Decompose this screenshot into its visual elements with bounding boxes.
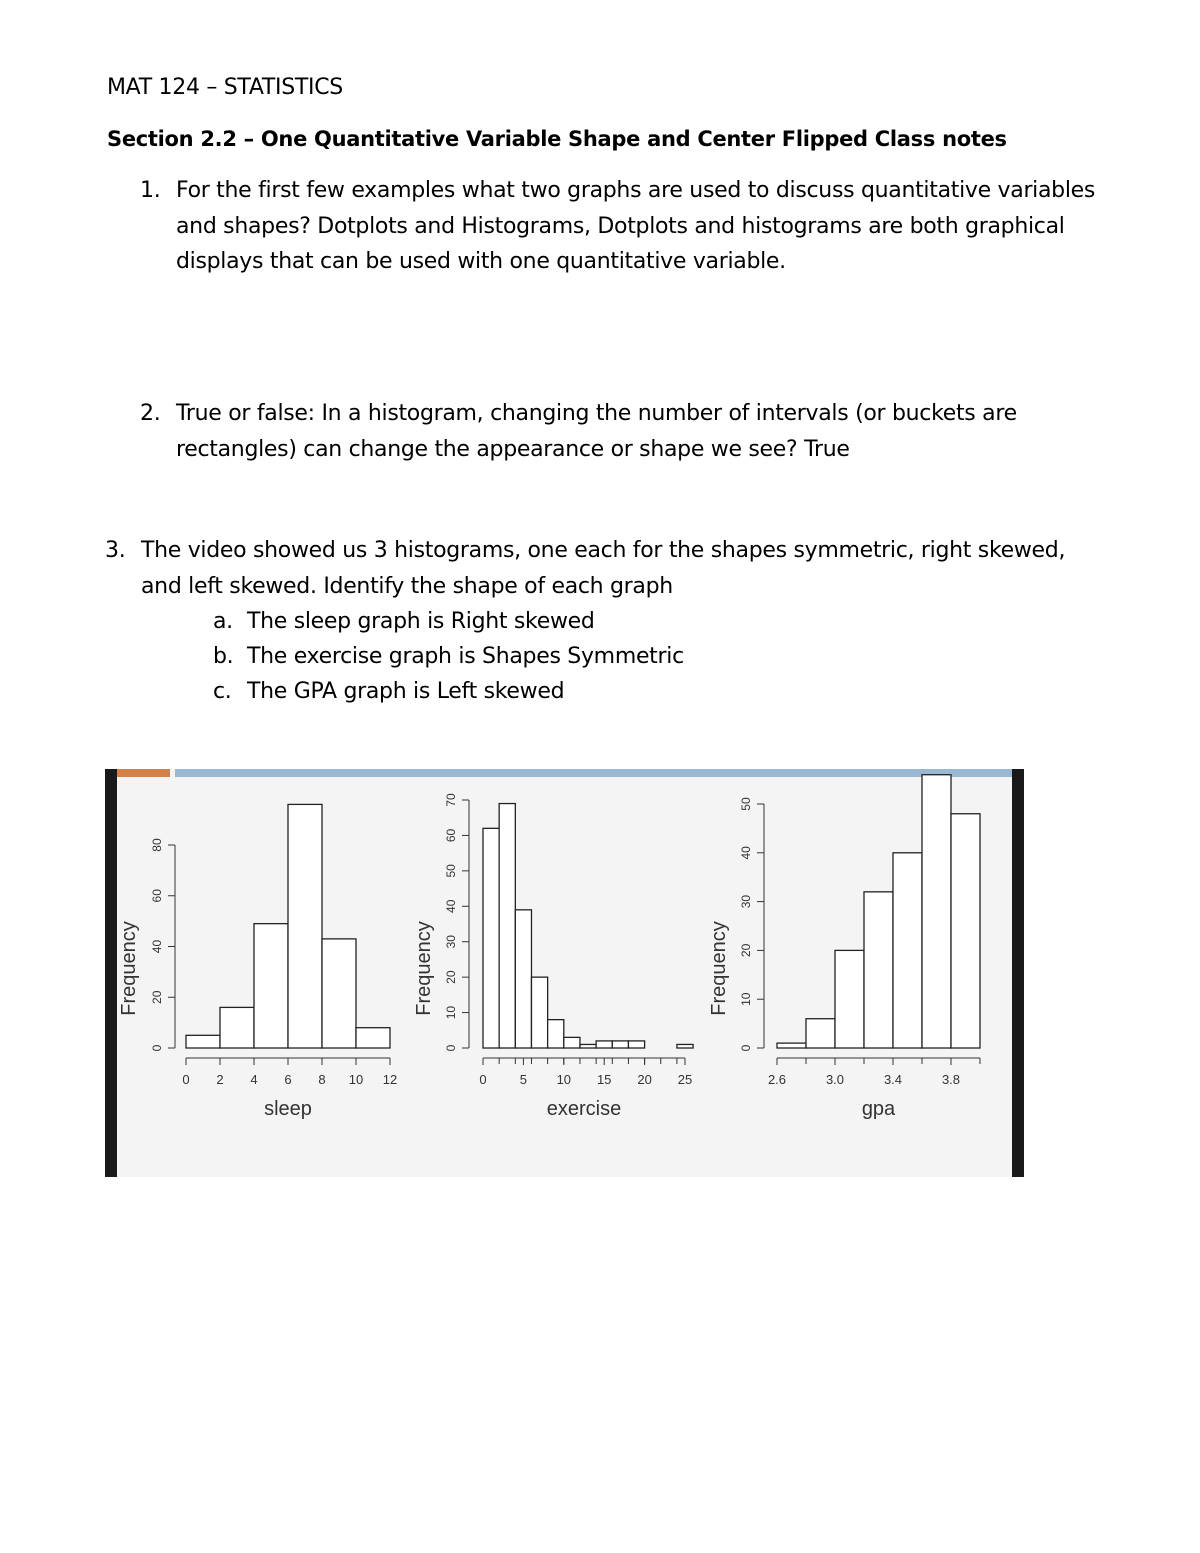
histogram-bar	[254, 924, 288, 1048]
y-tick-label: 10	[444, 1005, 458, 1020]
histogram-bar	[922, 775, 951, 1048]
histogram-bar	[580, 1044, 596, 1048]
x-tick-label: 3.4	[883, 1072, 903, 1087]
x-tick-label: 5	[519, 1072, 528, 1087]
histogram-bar	[288, 804, 322, 1048]
sub-item-letter: b.	[213, 644, 234, 669]
y-tick-label: 40	[150, 939, 164, 954]
section-title: Section 2.2 – One Quantitative Variable Shape and Center Flipped Class notes	[107, 127, 1007, 151]
x-axis-label: gpa	[861, 1098, 896, 1120]
question-number: 3.	[105, 538, 126, 563]
histogram-bar	[835, 950, 864, 1048]
question-number: 1.	[140, 178, 161, 203]
y-tick-label: 20	[150, 990, 164, 1004]
x-tick-label: 2	[216, 1072, 224, 1087]
x-tick-label: 3.8	[941, 1072, 961, 1087]
x-axis-label: sleep	[264, 1098, 312, 1120]
histogram-bar	[628, 1041, 644, 1048]
question-text: The video showed us 3 histograms, one each for the shapes symmetric, right skewed, and left skewed. Identify the shape of each graph	[141, 538, 1066, 599]
histogram-bar	[356, 1028, 390, 1048]
y-tick-label: 30	[444, 935, 458, 949]
x-tick-label: 4	[250, 1072, 258, 1087]
sub-item-text: The exercise graph is Shapes Symmetric	[247, 644, 684, 669]
histogram-bar	[951, 814, 980, 1048]
histogram-figure	[105, 769, 1024, 1177]
y-axis-label: Frequency	[413, 921, 435, 1016]
y-tick-label: 60	[444, 828, 458, 843]
histogram-bar	[806, 1019, 835, 1048]
y-tick-label: 80	[150, 838, 164, 852]
histogram-bar	[322, 939, 356, 1048]
x-tick-label: 6	[284, 1072, 292, 1087]
sub-item-letter: a.	[213, 609, 233, 634]
histogram-bar	[220, 1007, 254, 1048]
x-tick-label: 10	[348, 1072, 364, 1087]
x-tick-label: 3.0	[825, 1072, 845, 1087]
histogram-bar	[499, 804, 515, 1048]
y-tick-label: 40	[444, 899, 458, 913]
x-tick-label: 25	[677, 1072, 693, 1087]
histogram-bar	[612, 1041, 628, 1048]
y-tick-label: 20	[739, 943, 753, 958]
sub-item-text: The sleep graph is Right skewed	[247, 609, 595, 634]
histogram-bar	[531, 977, 547, 1048]
histogram-bar	[548, 1020, 564, 1048]
y-tick-label: 50	[444, 864, 458, 878]
y-tick-label: 0	[444, 1044, 458, 1052]
y-tick-label: 20	[444, 970, 458, 984]
x-tick-label: 15	[596, 1072, 612, 1087]
histogram-bar	[564, 1037, 580, 1048]
y-axis-label: Frequency	[118, 921, 140, 1016]
histogram-bar	[515, 910, 531, 1048]
y-tick-label: 0	[150, 1044, 164, 1052]
x-tick-label: 8	[318, 1072, 326, 1087]
histogram-bar	[777, 1043, 806, 1048]
question-number: 2.	[140, 401, 161, 426]
histogram-charts	[105, 769, 1024, 1177]
histogram-bar	[596, 1041, 612, 1048]
sub-item-letter: c.	[213, 679, 232, 704]
x-tick-label: 12	[382, 1072, 398, 1087]
histogram-bar	[677, 1044, 693, 1048]
y-tick-label: 30	[739, 894, 753, 909]
x-tick-label: 0	[479, 1072, 487, 1087]
y-tick-label: 40	[739, 846, 753, 860]
question-text: For the first few examples what two graphs are used to discuss quantitative variables and shapes? Dotplots and Histograms, Dotplots and histograms are both graphical displays that can be used with one quantitative variable.	[176, 178, 1096, 274]
document-header: MAT 124 – STATISTICS	[107, 75, 343, 100]
sub-item-text: The GPA graph is Left skewed	[247, 679, 565, 704]
histogram-bar	[483, 828, 499, 1048]
question-text: True or false: In a histogram, changing the number of intervals (or buckets are rectangles) can change the appearance or shape we see? True	[176, 401, 1017, 462]
y-axis-label: Frequency	[708, 921, 730, 1016]
y-tick-label: 60	[150, 889, 164, 903]
x-tick-label: 20	[637, 1072, 652, 1087]
y-tick-label: 10	[739, 992, 753, 1006]
y-tick-label: 0	[739, 1044, 753, 1052]
histogram-bar	[864, 892, 893, 1048]
histogram-bar	[186, 1035, 220, 1048]
histogram-bar	[893, 853, 922, 1048]
x-tick-label: 0	[182, 1072, 190, 1087]
y-tick-label: 50	[739, 797, 753, 811]
x-axis-label: exercise	[546, 1098, 622, 1120]
x-tick-label: 10	[556, 1072, 572, 1087]
y-tick-label: 70	[444, 793, 458, 807]
x-tick-label: 2.6	[767, 1072, 787, 1087]
